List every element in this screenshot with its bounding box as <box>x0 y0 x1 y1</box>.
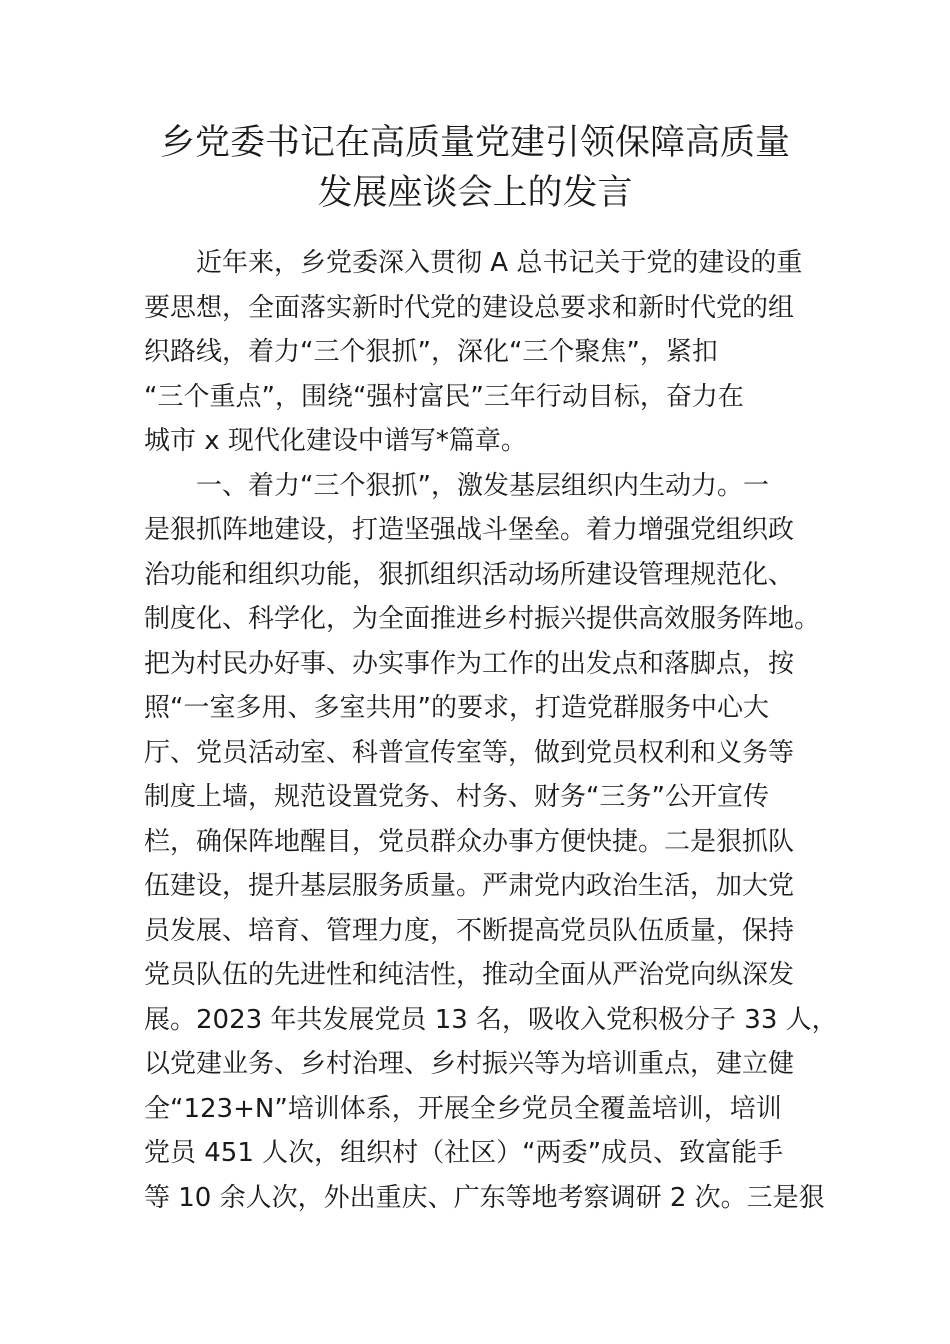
body-line: 治功能和组织功能，狠抓组织活动场所建设管理规范化、 <box>144 559 795 590</box>
body-line: 城市 x 现代化建设中谱写*篇章。 <box>144 426 527 456</box>
body-line: 伍建设，提升基层服务质量。严肃党内政治生活，加大党 <box>144 871 795 901</box>
body-line: 以党建业务、乡村治理、乡村振兴等为培训重点，建立健 <box>144 1049 795 1079</box>
body-line: 员发展、培育、管理力度，不断提高党员队伍质量，保持 <box>144 915 795 946</box>
body-line: 制度上墙，规范设置党务、村务、财务“三务”公开宣传 <box>144 782 769 812</box>
body-line: 近年来，乡党委深入贯彻 A 总书记关于党的建设的重 <box>196 248 803 278</box>
body-line: 把为村民办好事、办实事作为工作的出发点和落脚点，按 <box>144 648 795 679</box>
document-title <box>140 118 810 218</box>
body-line: 照“一室多用、多室共用”的要求，打造党群服务中心大 <box>144 693 769 723</box>
body-line: 厅、党员活动室、科普宣传室等，做到党员权利和义务等 <box>144 737 795 768</box>
body-line: 栏，确保阵地醒目，党员群众办事方便快捷。二是狠抓队 <box>144 826 795 857</box>
body-line: 党员队伍的先进性和纯洁性，推动全面从严治党向纵深发 <box>144 960 795 990</box>
body-line: 展。2023 年共发展党员 13 名，吸收入党积极分子 33 人， <box>144 1004 838 1035</box>
title-line-1: 乡党委书记在高质量党建引领保障高质量 <box>159 123 790 163</box>
body-line: 一、着力“三个狠抓”，激发基层组织内生动力。一 <box>196 470 769 501</box>
document-body <box>144 241 838 1220</box>
title-line-2: 发展座谈会上的发言 <box>317 173 633 213</box>
body-line: 是狠抓阵地建设，打造坚强战斗堡垒。着力增强党组织政 <box>144 515 795 545</box>
body-line: 制度化、科学化，为全面推进乡村振兴提供高效服务阵地。 <box>144 604 821 634</box>
body-line: 等 10 余人次，外出重庆、广东等地考察调研 2 次。三是狠 <box>144 1182 825 1213</box>
body-line: 党员 451 人次，组织村（社区）“两委”成员、致富能手 <box>144 1138 784 1168</box>
body-line: 织路线，着力“三个狠抓”，深化“三个聚焦”，紧扣 <box>144 337 718 367</box>
body-line: “三个重点”，围绕“强村富民”三年行动目标，奋力在 <box>144 381 744 412</box>
body-line: 全“123+N”培训体系，开展全乡党员全覆盖培训，培训 <box>144 1093 782 1124</box>
body-line: 要思想，全面落实新时代党的建设总要求和新时代党的组 <box>144 292 795 323</box>
